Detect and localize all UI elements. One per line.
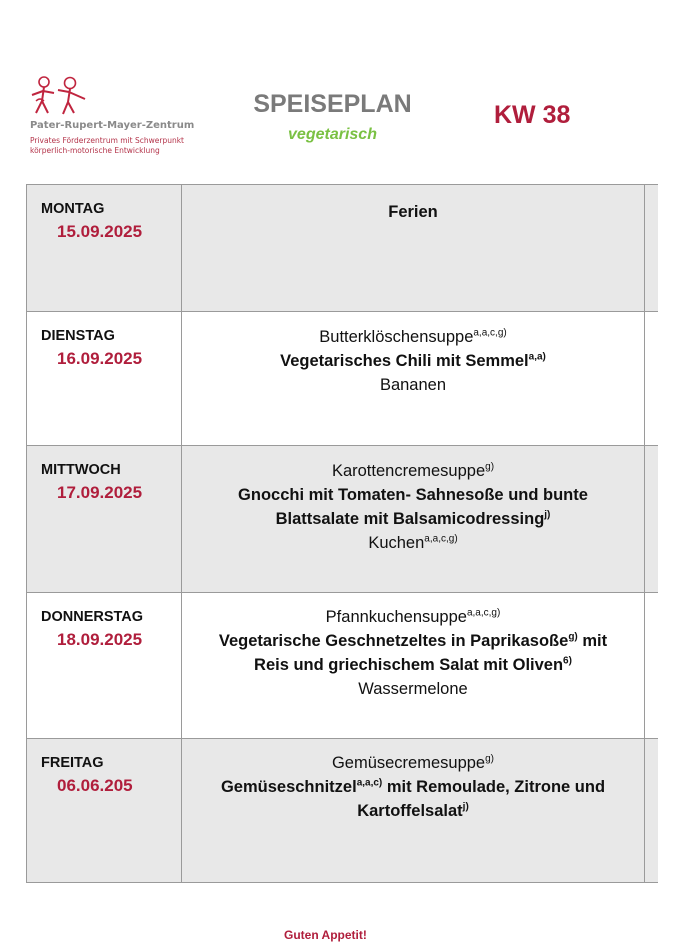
dessert-text: Kuchen <box>368 534 425 552</box>
soup-line <box>182 605 644 629</box>
day-cell <box>27 739 182 882</box>
column-divider <box>644 312 645 445</box>
column-divider <box>644 185 645 311</box>
organization-name: Pater-Rupert-Mayer-Zentrum <box>30 120 195 131</box>
day-date: 06.06.205 <box>57 776 133 795</box>
day-name: FREITAG <box>41 755 104 771</box>
soup-text: Butterklöschensuppe <box>319 328 474 346</box>
main-dish-line <box>182 799 644 823</box>
soup-line <box>182 459 644 483</box>
table-row-monday <box>26 185 658 312</box>
main-dish-text: Reis und griechischem Salat mit Oliven <box>254 656 564 674</box>
day-name: MONTAG <box>41 201 105 217</box>
main-dish-line <box>182 483 644 507</box>
menu-cell <box>182 459 644 555</box>
day-cell <box>27 593 182 738</box>
allergen-note: j) <box>544 509 551 521</box>
main-dish-text: mit <box>577 632 608 650</box>
allergen-note: a,a) <box>528 351 546 363</box>
menu-cell <box>182 325 644 397</box>
main-dish-text: Kartoffelsalat <box>357 802 463 820</box>
table-row-wednesday <box>26 446 658 593</box>
soup-text: Pfannkuchensuppe <box>325 608 467 626</box>
soup-text: Gemüsecremesuppe <box>331 754 486 772</box>
day-cell <box>27 446 182 592</box>
main-dish-text: Gemüseschnitzel <box>220 778 357 796</box>
allergen-note: 6) <box>563 655 572 667</box>
main-dish-line <box>182 629 644 653</box>
week-number: KW 38 <box>494 101 571 129</box>
main-dish-text: Vegetarisches Chili mit Semmel <box>280 352 529 370</box>
organization-subtitle-line2: körperlich-motorische Entwicklung <box>30 146 160 155</box>
day-date: 17.09.2025 <box>57 483 143 502</box>
soup-line <box>182 325 644 349</box>
dessert-text: Wassermelone <box>358 680 468 698</box>
table-row-tuesday <box>26 312 658 446</box>
main-dish-text: Gnocchi mit Tomaten- Sahnesoße und bunte <box>238 486 588 504</box>
day-name: MITTWOCH <box>41 462 121 478</box>
menu-cell <box>182 200 644 224</box>
menu-table <box>26 184 658 883</box>
allergen-note: a,a,c) <box>356 777 383 789</box>
table-row-friday <box>26 739 658 883</box>
table-row-thursday <box>26 593 658 739</box>
page-subtitle: vegetarisch <box>288 126 377 143</box>
day-name: DONNERSTAG <box>41 609 144 625</box>
main-dish-line <box>182 775 644 799</box>
main-dish-text: mit Remoulade, Zitrone und <box>382 778 606 796</box>
allergen-note: g) <box>568 631 578 643</box>
page-title: SPEISEPLAN <box>253 90 412 118</box>
children-figures-icon <box>30 75 100 117</box>
dessert-text: Bananen <box>379 376 447 394</box>
footer-greeting: Guten Appetit! <box>284 928 367 942</box>
day-cell <box>27 312 182 445</box>
day-date: 18.09.2025 <box>57 630 143 649</box>
allergen-note: a,a,c,g) <box>424 533 458 545</box>
main-dish-text: Vegetarische Geschnetzeltes in Paprikasoße <box>218 632 569 650</box>
column-divider <box>644 593 645 738</box>
column-divider <box>644 739 645 882</box>
dessert-line <box>182 373 644 397</box>
day-date: 16.09.2025 <box>57 349 143 368</box>
dessert-line <box>182 677 644 701</box>
allergen-note: j) <box>462 801 469 813</box>
organization-logo <box>30 75 200 160</box>
soup-text: Karottencremesuppe <box>331 462 486 480</box>
dessert-line <box>182 531 644 555</box>
allergen-note: a,a,c,g) <box>466 607 501 619</box>
day-name: DIENSTAG <box>41 328 115 344</box>
menu-cell <box>182 751 644 823</box>
organization-subtitle-line1: Privates Förderzentrum mit Schwerpunkt <box>30 136 184 145</box>
allergen-note: g) <box>485 753 495 765</box>
allergen-note: g) <box>485 461 495 473</box>
main-dish-text: Blattsalate mit Balsamicodressing <box>275 510 545 528</box>
main-dish-line <box>182 653 644 677</box>
allergen-note: a,a,c,g) <box>473 327 507 339</box>
column-divider <box>644 446 645 592</box>
main-dish-line <box>182 349 644 373</box>
main-dish-line <box>182 507 644 531</box>
soup-line <box>182 751 644 775</box>
day-cell <box>27 185 182 311</box>
menu-cell <box>182 605 644 701</box>
day-date: 15.09.2025 <box>57 222 143 241</box>
holiday-note: Ferien <box>388 203 438 221</box>
